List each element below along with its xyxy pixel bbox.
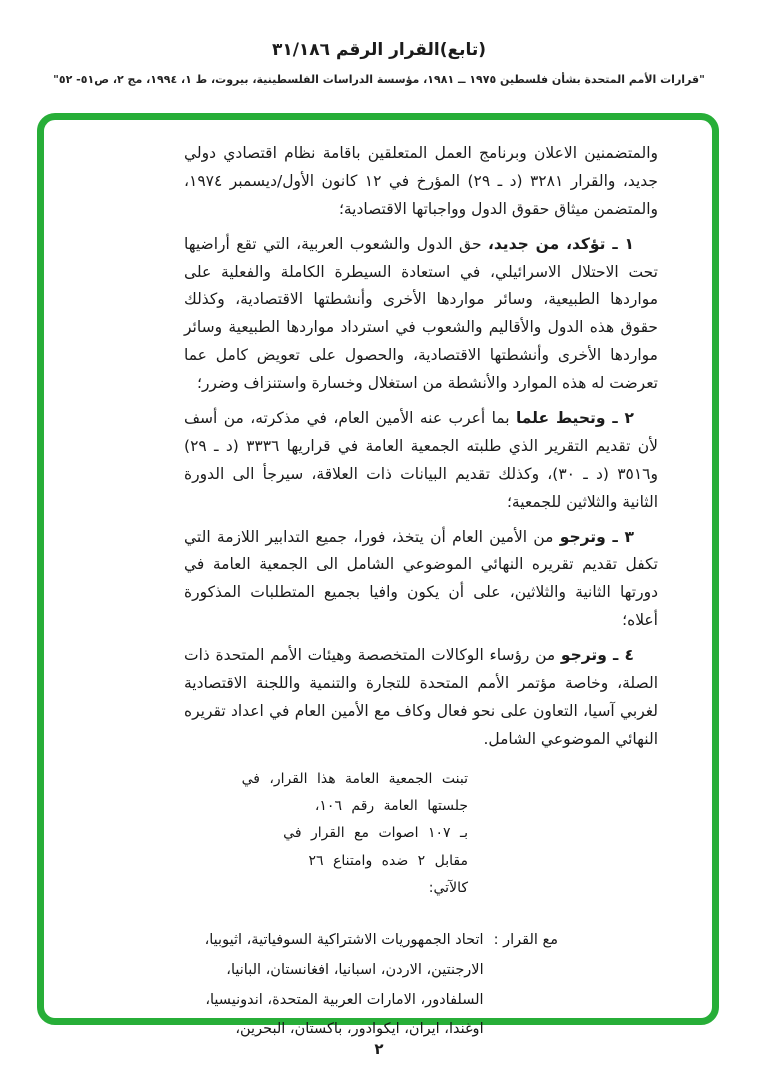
- vote-line: اتحاد الجمهوريات الاشتراكية السوفياتية، اثيوبيا،: [204, 932, 484, 949]
- adoption-note: [184, 766, 468, 902]
- adoption-line: كالآتي:: [428, 879, 468, 896]
- page-header: [0, 0, 758, 86]
- numbered-paragraph-2-text: بما أعرب عنه الأمين العام، في مذكرته، من أسف لأن تقديم التقرير الذي طلبته الجمعية العامة في قراريها ٣٣٣٦ (د ـ ٢٩) و٣٥١٦ (د ـ ٣٠)، وكذلك تقديم البيانات ذات العلاقة، سيرجأ الى الدورة الثانية والثلاثين للجمعية؛: [184, 409, 658, 511]
- page-title: (تابع)القرار الرقم ٣١/١٨٦: [271, 40, 487, 60]
- numbered-paragraph-3-text: من الأمين العام أن يتخذ، فورا، جميع التدابير اللازمة التي تكفل تقديم تقريره النهائي الموضوعي الشامل الى الجمعية العامة في دورتها الثانية والثلاثين، على أن يكون وافيا بجميع المتطلبات المذكورة أعلاه؛: [184, 527, 658, 630]
- vote-country-list: [205, 926, 484, 1045]
- vote-label: مع القرار :: [493, 932, 558, 949]
- numbered-paragraph-4: [184, 642, 658, 754]
- numbered-paragraph-1: [184, 231, 658, 398]
- source-citation: "قرارات الأمم المتحدة بشأن فلسطين ١٩٧٥ ــ ١٩٨١، مؤسسة الدراسات الفلسطينية، بيروت، ط ١، ١٩٩٤، مج ٢، ص٥١- ٥٢": [53, 73, 705, 86]
- adoption-line: جلستها العامة رقم ١٠٦،: [314, 798, 468, 814]
- adoption-line: تبنت الجمعية العامة هذا القرار، في: [241, 770, 468, 787]
- numbered-paragraph-1-text: حق الدول والشعوب العربية، التي تقع أراضيها تحت الاحتلال الاسرائيلي، في استعادة السيطرة الكاملة والفعلية على مواردها الطبيعية، وسائر مواردها الأخرى وأنشطتها الاقتصادية، وكذلك حقوق هذه الدول والأقاليم والشعوب في استرداد مواردها الطبيعية وسائر مواردها الأخرى وأنشطتها الاقتصادية، والحصول على تعويض كامل عما تعرضت له هذه الموارد والأنشطة من استغلال وخسارة واستنزاف وضرر؛: [184, 234, 658, 393]
- vote-record: [184, 926, 558, 1045]
- numbered-paragraph-3-lead: ٣ ـ وترجو: [559, 527, 634, 546]
- adoption-line: مقابل ٢ ضده وامتناع ٢٦: [308, 852, 468, 869]
- page-number: ٢: [374, 1040, 384, 1058]
- vote-line: السلفادور، الامارات العربية المتحدة، اندونيسيا،: [205, 991, 484, 1008]
- vote-line: الارجنتين، الاردن، اسبانيا، افغانستان، البانيا،: [226, 961, 484, 978]
- intro-paragraph: والمتضمنين الاعلان وبرنامج العمل المتعلقين باقامة نظام اقتصادي دولي جديد، والقرار ٣٢٨١ (د ـ ٢٩) المؤرخ في ١٢ كانون الأول/ديسمبر ١٩٧٤، والمتضمن ميثاق حقوق الدول وواجباتها الاقتصادية؛: [184, 144, 658, 218]
- numbered-paragraph-4-text: من رؤساء الوكالات المتخصصة وهيئات الأمم المتحدة ذات الصلة، وخاصة مؤتمر الأمم المتحدة للتجارة والتنمية واللجنة الاقتصادية لغربي آسيا، التعاون على نحو فعال وكاف مع الأمين العام في اعداد تقريره النهائي الموضوعي الشامل.: [184, 646, 658, 748]
- numbered-paragraph-4-lead: ٤ ـ وترجو: [560, 646, 634, 665]
- vote-line: اوغندا، ايران، ايكوادور، باكستان، البحرين،: [235, 1021, 484, 1038]
- green-frame: [37, 113, 719, 1038]
- document-body: [44, 120, 712, 1045]
- numbered-paragraph-3: [184, 524, 658, 636]
- numbered-paragraph-1-lead: ١ ـ تؤكد، من جديد،: [487, 234, 635, 253]
- numbered-paragraph-2-lead: ٢ ـ وتحيط علما: [515, 409, 634, 428]
- adoption-line: بـ ١٠٧ اصوات مع القرار في: [283, 825, 468, 842]
- numbered-paragraph-2: [184, 405, 658, 517]
